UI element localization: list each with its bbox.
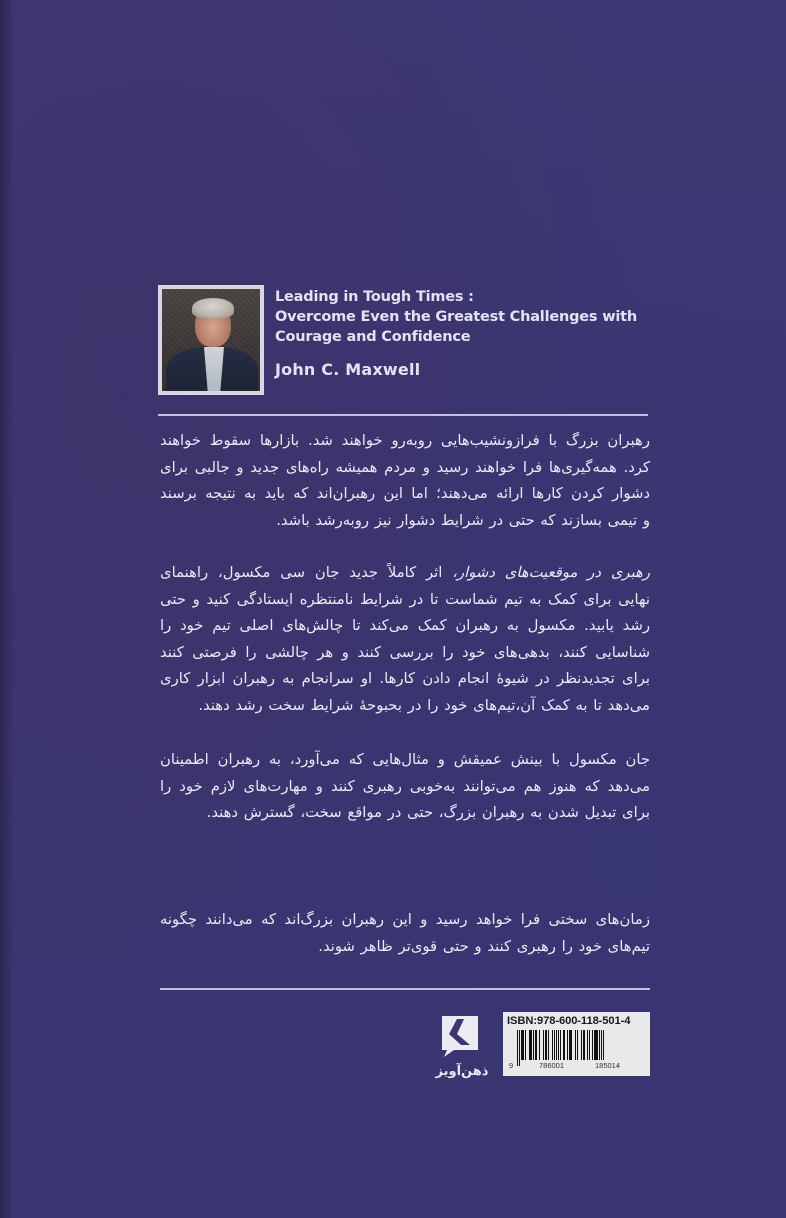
paragraph-line: جان مکسول با بینش عمیقش و مثال‌هایی که می‌آورد، به رهبران اطمینان: [160, 751, 650, 768]
author-photo-frame: [158, 285, 264, 395]
publisher-logo: [430, 1010, 494, 1086]
persian-book-title: رهبری در موقعیت‌های دشوار،: [452, 564, 650, 581]
paragraph-line: زمان‌های سختی فرا خواهد رسید و این رهبران بزرگ‌اند که می‌دانند چگونه: [160, 911, 650, 928]
paragraph-line: برای تبدیل شدن به رهبران بزرگ، حتی در مواقع سخت، گسترش دهند.: [206, 804, 650, 821]
isbn-label: ISBN:978-600-118-501-4: [507, 1015, 631, 1027]
paragraph-line: دشوار کردن کارها ارائه می‌دهند؛ اما این رهبران‌اند که باید به نتیجه برسند: [160, 485, 650, 502]
blurb-paragraph-3: [160, 747, 650, 827]
barcode-digits: [507, 1061, 641, 1070]
barcode-bar: [589, 1030, 590, 1060]
barcode-bar: [548, 1030, 549, 1060]
barcode-bar: [552, 1030, 553, 1060]
publisher-name: ذهن‌آویز: [435, 1064, 489, 1079]
barcode-bar: [529, 1030, 532, 1060]
barcode-bars: [517, 1030, 641, 1064]
barcode-bar: [539, 1030, 540, 1060]
paragraph-line: می‌دهد تا به کمک آن،تیم‌های خود را در بحبوحهٔ شرایط سخت رشد دهند.: [198, 696, 650, 714]
paragraph-line: کرد. همه‌گیری‌ها فرا خواهند رسید و مردم همیشه راه‌های جدید و جالبی برای: [160, 458, 650, 476]
barcode-group-2: 185014: [595, 1061, 621, 1070]
spine-shadow: [0, 0, 14, 1218]
barcode-bar: [535, 1030, 537, 1060]
barcode-bar: [545, 1030, 547, 1060]
book-title-block: [275, 287, 665, 381]
paragraph-line: برای تجدیدنظر در شیوهٔ انجام دادن کارها. او سرانجام به رهبران ابزار کاری: [160, 670, 650, 687]
barcode-bar: [587, 1030, 588, 1060]
isbn-barcode-box: [503, 1012, 650, 1076]
barcode-bar: [577, 1030, 578, 1060]
barcode-bar: [581, 1030, 582, 1060]
barcode-bar: [525, 1030, 526, 1060]
barcode-bar: [601, 1030, 602, 1060]
barcode-lead-digit: 9: [509, 1061, 514, 1070]
barcode-bar: [556, 1030, 557, 1060]
paragraph-line: نهایی برای کمک به تیم شماست تا در شرایط نامنتظره ایستادگی کنید و حتی: [160, 590, 650, 608]
divider-top: [158, 414, 648, 416]
barcode-bar: [592, 1030, 593, 1060]
barcode-bar: [558, 1030, 559, 1060]
paragraph-line: و تیمی بسازند که حتی در شرایط دشوار نیز روبه‌رشد باشد.: [276, 511, 650, 529]
photo-hair: [192, 298, 234, 318]
paragraph-line: رشد یابید. مکسول به رهبران کمک می‌کند تا چالش‌های اصلی تیم خود را: [160, 617, 650, 634]
barcode-bar: [569, 1030, 572, 1060]
blurb-paragraph-1: [160, 428, 650, 534]
barcode-bar: [522, 1030, 524, 1060]
english-title-line: Leading in Tough Times :: [275, 289, 474, 305]
english-subtitle-line: Courage and Confidence: [275, 329, 471, 345]
divider-bottom: [160, 988, 650, 990]
paragraph-line: شناسایی کنند، بدهی‌های خود را بررسی کنند و هر چالشی را فرصتی کنند: [160, 643, 650, 661]
barcode-bar: [560, 1030, 561, 1060]
paragraph-line: [160, 560, 650, 587]
paragraph-line-rest: اثر کاملاً جدید جان سی مکسول، راهنمای: [160, 564, 453, 581]
barcode-bar: [583, 1030, 585, 1060]
barcode-bar: [603, 1030, 604, 1060]
author-name: John C. Maxwell: [275, 360, 421, 379]
barcode-bar: [533, 1030, 534, 1060]
barcode-bar: [594, 1030, 597, 1060]
barcode-bar: [599, 1030, 600, 1060]
barcode-bar: [575, 1030, 576, 1060]
barcode-bar: [543, 1030, 544, 1060]
barcode-bar: [554, 1030, 555, 1060]
english-subtitle-line: Overcome Even the Greatest Challenges with: [275, 309, 638, 325]
paragraph-line: رهبران بزرگ با فرازونشیب‌هایی روبه‌رو خواهند شد. بازارها سقوط خواهند: [160, 432, 650, 449]
paragraph-line: می‌دهد که هنوز هم می‌توانند به‌خوبی رهبری کنند و مهارت‌های لازم خود را: [160, 777, 650, 795]
barcode-bar: [563, 1030, 565, 1060]
barcode-bar: [567, 1030, 568, 1060]
speech-bubble-logo-icon: [440, 1014, 480, 1058]
barcode-group-1: 786001: [539, 1061, 565, 1070]
blurb-paragraph-2: [160, 560, 650, 719]
author-photo: [162, 289, 260, 391]
barcode: [509, 1030, 641, 1070]
closing-paragraph: [160, 907, 650, 960]
paragraph-line: تیم‌های خود را رهبری کنند و حتی قوی‌تر ظاهر شوند.: [318, 937, 650, 955]
